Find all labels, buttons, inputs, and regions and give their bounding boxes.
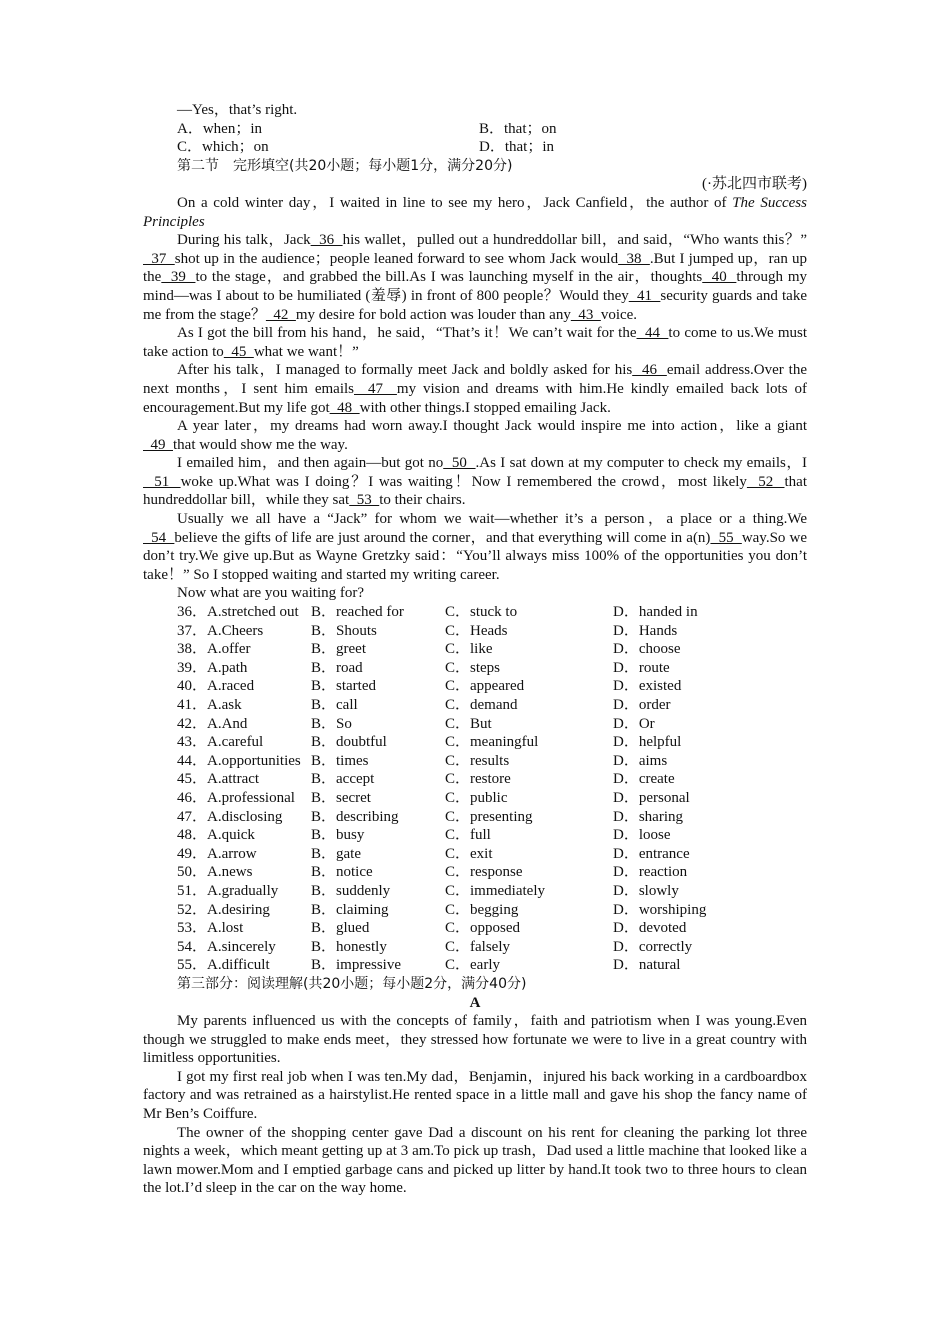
question-row: [143, 659, 807, 678]
option-a: A.news: [207, 864, 253, 881]
question-row: [143, 677, 807, 696]
blank-36: 36: [310, 232, 343, 249]
option-c: C．results: [445, 752, 510, 769]
option-d: D．existed: [613, 678, 682, 695]
reading-paragraph-2: I got my first real job when I was ten.My dad，Benjamin，injured his back working in a cardboardbox factory and was retrained as a hairstylist.He rented space in a little mall and gave his shop the fancy name of Mr Ben’s Coiffure.: [143, 1068, 807, 1123]
question-row: [143, 808, 807, 827]
option-b: B．doubtful: [311, 734, 387, 751]
option-b: B．greet: [311, 641, 366, 658]
question-number-and-option-a: [177, 826, 311, 845]
blank-55: 55: [710, 529, 742, 546]
document-page: [143, 101, 807, 1198]
option-d: D．correctly: [613, 938, 693, 955]
option-c: C．exit: [445, 845, 493, 862]
question-number: 49．: [177, 845, 208, 862]
question-number-and-option-a: [177, 901, 311, 920]
option-d: D．sharing: [613, 808, 683, 825]
option-a: A.attract: [207, 771, 260, 788]
question-number: 51．: [177, 882, 208, 899]
option-d: D．loose: [613, 827, 671, 844]
question-row: [143, 696, 807, 715]
question-number-and-option-a: [177, 733, 311, 752]
cloze-paragraph-3: As I got the bill from his hand，he said，“That’s it！We can’t wait for the 44 to come to us.We must take action to 45 what we want！”: [143, 325, 808, 360]
option-a: A.arrow: [207, 845, 257, 862]
question-number: 54．: [177, 938, 208, 955]
option-a: A.sincerely: [207, 938, 276, 955]
option-b: B．reached for: [311, 604, 404, 621]
source-note: (·苏北四市联考): [702, 176, 807, 193]
question-number: 45．: [177, 771, 208, 788]
blank-48: 48: [329, 399, 360, 416]
option-c: C．steps: [445, 659, 501, 676]
option-d: D．order: [613, 697, 671, 713]
blank-44: 44: [636, 325, 669, 342]
blank-52: 52: [746, 473, 785, 490]
cloze-paragraph-2: During his talk，Jack 36 his wallet，pulled out a hundreddollar bill，and said，“Who wants this？” 37 shot up in the audience；people leaned forward to see whom Jack would 38 .But I jumped up，ran up the 39 to the stage，and grabbed the bill.As I was launching myself in the air，thoughts 40 through my mind—was I about to be humiliated (羞辱) in front of 800 people？Would they 41 security guards and take me from the stage？ 42 my desire for bold action was louder than any 43 voice.: [143, 232, 807, 323]
option-d: D．create: [613, 771, 675, 788]
question-number: 53．: [177, 920, 208, 937]
option-c: C．which；on: [177, 139, 269, 156]
question-number-and-option-a: [177, 789, 311, 808]
cloze-paragraph-6: I emailed him，and then again—but got no 50 .As I sat down at my computer to check my emails，I 51 woke up.What was I doing？I was waiting！Now I remembered the crowd，most likely 52 that hundreddollar bill，while they sat 53 to their chairs.: [143, 455, 807, 509]
option-d: D．helpful: [613, 734, 682, 751]
previous-options-row-1: [143, 120, 807, 139]
blank-53: 53: [349, 492, 380, 509]
question-number: 36．: [177, 604, 208, 621]
option-b: B．call: [311, 697, 358, 713]
question-number-and-option-a: [177, 603, 311, 622]
option-d: D．handed in: [613, 604, 698, 621]
blank-49: 49: [143, 436, 173, 453]
option-d: D．personal: [613, 789, 690, 806]
previous-answer-line: —Yes，that’s right.: [177, 102, 298, 118]
question-row: [143, 882, 807, 901]
option-c: C．full: [445, 827, 491, 844]
question-number-and-option-a: [177, 696, 311, 715]
option-b: B．glued: [311, 920, 370, 937]
question-number-and-option-a: [177, 956, 311, 975]
option-a: A.ask: [207, 697, 242, 713]
option-a: A.Cheers: [207, 622, 264, 639]
option-b: B．gate: [311, 845, 361, 862]
option-d: D．choose: [613, 641, 681, 658]
blank-41: 41: [628, 287, 661, 304]
option-a: A.professional: [207, 789, 295, 806]
blank-50: 50: [443, 455, 476, 472]
option-c: C．restore: [445, 771, 511, 788]
question-number: 38．: [177, 641, 208, 658]
question-row: [143, 863, 807, 882]
option-a: A.raced: [207, 678, 255, 695]
passage-label: A: [469, 994, 481, 1011]
option-b: B．honestly: [311, 938, 387, 955]
reading-paragraph-1: My parents influenced us with the concepts of family，faith and patriotism when I was young.Even though we struggled to make ends meet，they stressed how fortunate we were to live in a great country with limitless opportunities.: [143, 1013, 807, 1067]
blank-38: 38: [618, 250, 650, 267]
option-a: A.quick: [207, 827, 255, 844]
question-number-and-option-a: [177, 770, 311, 789]
option-a: A.difficult: [207, 957, 270, 974]
option-b: B．claiming: [311, 901, 389, 918]
blank-39: 39: [161, 269, 196, 286]
question-number-and-option-a: [177, 863, 311, 882]
option-a: A.desiring: [207, 901, 270, 918]
question-row: [143, 938, 807, 957]
reading-paragraph-3: The owner of the shopping center gave Dad a discount on his rent for cleaning the parking lot three nights a week，which meant getting up at 3 am.To pick up trash，Dad used a little machine that looked like a lawn mower.Mom and I emptied garbage cans and picked up litter by hand.It took two to three hours to clean the lot.I’d sleep in the car on the way home.: [143, 1124, 807, 1197]
option-b: B．So: [311, 715, 352, 732]
question-row: [143, 956, 807, 975]
question-number: 55．: [177, 957, 208, 974]
option-a: A.lost: [207, 920, 244, 937]
option-b: B．busy: [311, 827, 365, 844]
question-number: 41．: [177, 697, 208, 713]
option-d: D．route: [613, 659, 670, 676]
option-d: D．Or: [613, 715, 655, 732]
section-2-heading: 第二节 完形填空(共20小题；每小题1分，满分20分): [177, 157, 513, 174]
option-c: C．early: [445, 957, 500, 974]
question-number: 42．: [177, 715, 208, 732]
option-c: C．begging: [445, 901, 519, 918]
question-row: [143, 640, 807, 659]
question-number-and-option-a: [177, 752, 311, 771]
option-c: C．presenting: [445, 808, 533, 825]
question-number: 48．: [177, 827, 208, 844]
question-number-and-option-a: [177, 622, 311, 641]
cloze-paragraph-7: Usually we all have a “Jack” for whom we wait—whether it’s a person，a place or a thing.We 54 believe the gifts of life are just around the corner，and that everything will come in a(n) 55 way.So we don’t try.We give up.But as Wayne Gretzky said：“You’ll always miss 100% of the opportunities you don’t take！” So I stopped waiting and started my writing career.: [143, 511, 808, 583]
option-c: C．Heads: [445, 622, 508, 639]
option-d: D．reaction: [613, 864, 688, 881]
option-c: C．immediately: [445, 882, 545, 899]
option-c: C．response: [445, 864, 523, 881]
blank-42: 42: [265, 306, 296, 323]
question-number: 47．: [177, 808, 208, 825]
option-b: B．secret: [311, 789, 371, 806]
option-b: B．Shouts: [311, 622, 377, 639]
option-c: C．appeared: [445, 678, 525, 695]
option-d: D．worshiping: [613, 901, 707, 918]
question-number: 44．: [177, 752, 208, 769]
question-row: [143, 715, 807, 734]
question-row: [143, 845, 807, 864]
option-c: C．demand: [445, 697, 518, 713]
question-number-and-option-a: [177, 677, 311, 696]
question-number: 52．: [177, 901, 208, 918]
option-c: C．public: [445, 789, 508, 806]
cloze-paragraph-8: Now what are you waiting for?: [177, 585, 365, 602]
option-d: D．entrance: [613, 845, 690, 862]
question-number-and-option-a: [177, 808, 311, 827]
book-title: The Success Principles: [143, 194, 807, 230]
option-a: A．when；in: [177, 120, 262, 137]
question-number-and-option-a: [177, 919, 311, 938]
question-number-and-option-a: [177, 659, 311, 678]
option-b: B．road: [311, 659, 363, 676]
blank-43: 43: [570, 306, 601, 323]
cloze-paragraph-1: On a cold winter day，I waited in line to see my hero，Jack Canfield，the author of The Success Principles: [143, 194, 807, 230]
question-row: [143, 901, 807, 920]
option-b: B．accept: [311, 771, 375, 788]
question-number: 43．: [177, 734, 208, 751]
blank-47: 47: [354, 380, 397, 397]
option-b: B．that；on: [479, 120, 557, 137]
option-a: A.And: [207, 715, 248, 732]
blank-54: 54: [143, 529, 175, 546]
option-b: B．suddenly: [311, 882, 391, 899]
question-row: [143, 603, 807, 622]
option-c: C．opposed: [445, 920, 521, 937]
option-d: D．Hands: [613, 622, 678, 639]
option-c: C．meaningful: [445, 734, 539, 751]
question-number: 50．: [177, 864, 208, 881]
option-b: B．started: [311, 678, 376, 695]
option-a: A.opportunities: [207, 752, 301, 769]
question-number-and-option-a: [177, 845, 311, 864]
option-d: D．devoted: [613, 920, 687, 937]
option-b: B．describing: [311, 808, 399, 825]
previous-options-row-2: [143, 138, 807, 157]
section-3-heading: 第三部分：阅读理解(共20小题；每小题2分，满分40分): [177, 975, 527, 992]
question-number: 40．: [177, 678, 208, 695]
option-a: A.careful: [207, 734, 264, 751]
blank-45: 45: [223, 343, 254, 360]
option-b: B．notice: [311, 864, 373, 881]
cloze-paragraph-5: A year later，my dreams had worn away.I thought Jack would inspire me into action，like a giant 49 that would show me the way.: [143, 418, 807, 453]
cloze-paragraph-4: After his talk，I managed to formally meet Jack and boldly asked for his 46 email address.Over the next months，I sent him emails 47 my vision and dreams with him.He kindly emailed back lots of encouragement.But my life got 48 with other things.I stopped emailing Jack.: [143, 362, 807, 416]
question-list: [143, 603, 807, 975]
question-number-and-option-a: [177, 715, 311, 734]
blank-51: 51: [143, 473, 181, 490]
option-d: D．aims: [613, 752, 668, 769]
option-d: D．that；in: [479, 139, 554, 156]
question-row: [143, 752, 807, 771]
option-a: A.path: [207, 659, 248, 676]
option-c: C．falsely: [445, 938, 510, 955]
option-d: D．slowly: [613, 882, 679, 899]
option-a: A.offer: [207, 641, 251, 658]
question-row: [143, 789, 807, 808]
question-number-and-option-a: [177, 640, 311, 659]
question-number: 37．: [177, 622, 208, 639]
question-row: [143, 770, 807, 789]
question-number-and-option-a: [177, 882, 311, 901]
question-row: [143, 733, 807, 752]
question-number-and-option-a: [177, 938, 311, 957]
question-number: 46．: [177, 789, 208, 806]
question-number: 39．: [177, 659, 208, 676]
question-row: [143, 622, 807, 641]
option-a: A.stretched out: [207, 604, 299, 621]
option-d: D．natural: [613, 957, 681, 974]
option-b: B．times: [311, 752, 369, 769]
question-row: [143, 826, 807, 845]
option-b: B．impressive: [311, 957, 401, 974]
option-c: C．But: [445, 715, 492, 732]
option-c: C．like: [445, 641, 493, 658]
blank-40: 40: [702, 269, 737, 286]
blank-37: 37: [143, 250, 175, 267]
option-a: A.gradually: [207, 882, 279, 899]
blank-46: 46: [632, 362, 667, 379]
question-row: [143, 919, 807, 938]
option-c: C．stuck to: [445, 604, 518, 621]
option-a: A.disclosing: [207, 808, 283, 825]
